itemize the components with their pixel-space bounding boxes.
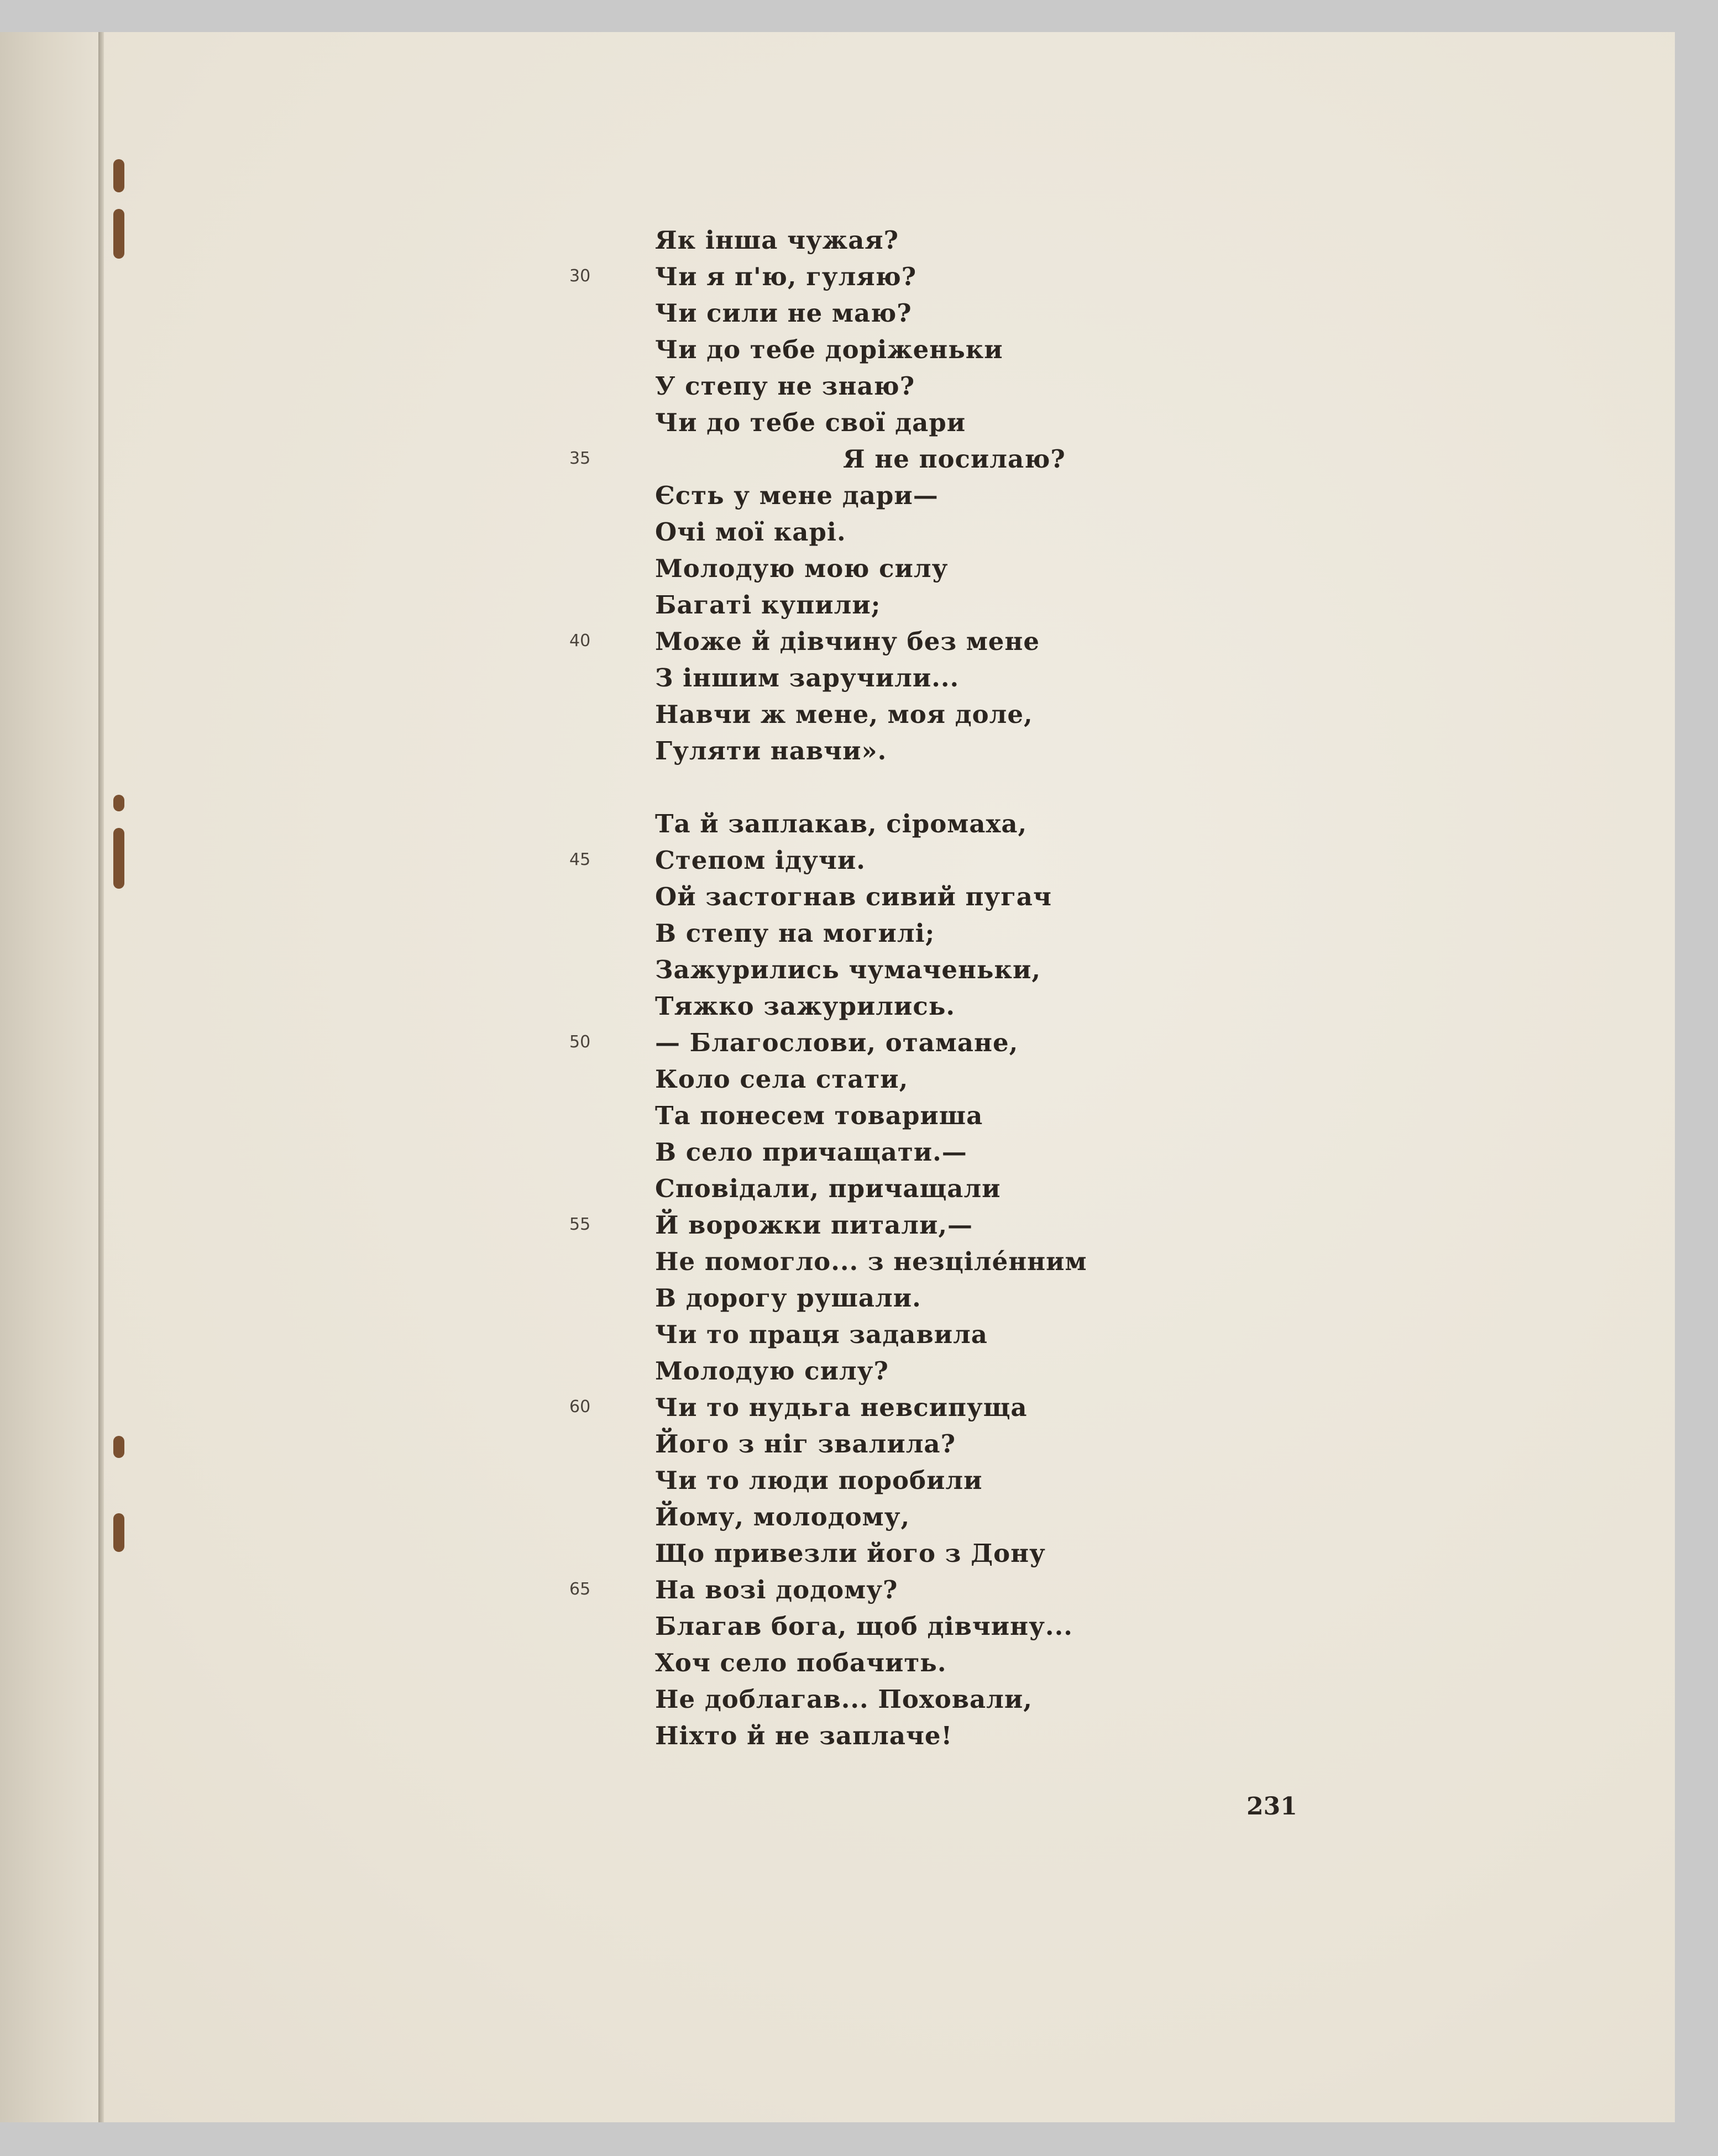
verse-line: Як інша чужая? <box>655 225 899 255</box>
verse-line: Коло села стати, <box>655 1064 909 1094</box>
verse-line: В степу на могилі; <box>655 919 935 948</box>
verse-line: Чи до тебе свої дари <box>655 408 966 437</box>
verse-line: Й ворожки питали,— <box>655 1210 973 1240</box>
verse-line: Молодую силу? <box>655 1356 889 1386</box>
verse-line: Очі мої карі. <box>655 517 846 547</box>
line-number: 30 <box>569 266 591 286</box>
verse-line: Не доблагав... Поховали, <box>655 1685 1033 1714</box>
verse-line: Зажурились чумаченьки, <box>655 955 1041 984</box>
verse-line: У степу не знаю? <box>655 371 915 401</box>
verse-line: Ой застогнав сивий пугач <box>655 882 1052 911</box>
verse-line: Єсть у мене дари— <box>655 481 939 510</box>
verse-line-indented: Я не посилаю? <box>843 444 1066 474</box>
verse-line: Та понесем товариша <box>655 1101 983 1130</box>
verse-line: Багаті купили; <box>655 590 881 620</box>
verse-line: Чи до тебе доріженьки <box>655 335 1003 364</box>
verse-line: Чи то люди поробили <box>655 1466 983 1495</box>
verse-line: Хоч село побачить. <box>655 1648 947 1677</box>
binding-stain <box>113 159 124 192</box>
verse-line: Чи я п'ю, гуляю? <box>655 262 917 291</box>
verse-line: В село причащати.— <box>655 1137 967 1167</box>
line-number: 40 <box>569 631 591 651</box>
verse-line: Може й дівчину без мене <box>655 627 1040 656</box>
verse-line: Його з ніг звалила? <box>655 1429 956 1459</box>
binding-stain <box>113 1513 124 1552</box>
verse-line: Степом ідучи. <box>655 846 866 875</box>
verse-line: Та й заплакав, сіромаха, <box>655 809 1028 838</box>
line-number: 65 <box>569 1580 591 1599</box>
line-number: 50 <box>569 1032 591 1052</box>
verse-line: Ніхто й не заплаче! <box>655 1721 953 1750</box>
page-number: 231 <box>1246 1792 1297 1821</box>
binding-stain <box>113 828 124 889</box>
verse-line: Чи то нудьга невсипуща <box>655 1393 1028 1422</box>
verse-line: — Благослови, отамане, <box>655 1028 1019 1057</box>
line-number: 55 <box>569 1215 591 1234</box>
verse-line: В дорогу рушали. <box>655 1283 921 1313</box>
verse-line: Сповідали, причащали <box>655 1174 1001 1203</box>
binding-stain <box>113 209 124 259</box>
verse-line: Тяжко зажурились. <box>655 992 956 1021</box>
page-fold <box>98 32 104 2122</box>
verse-line: Чи сили не маю? <box>655 298 912 328</box>
line-number: 60 <box>569 1397 591 1417</box>
binding-stain <box>113 1436 124 1458</box>
verse-line: З іншим заручили... <box>655 663 960 693</box>
binding-stain <box>113 795 124 811</box>
verse-line: Що привезли його з Дону <box>655 1539 1046 1568</box>
verse-line: Благав бога, щоб дівчину... <box>655 1612 1073 1641</box>
verse-line: Чи то праця задавила <box>655 1320 988 1349</box>
book-page <box>0 32 1675 2122</box>
verse-line: Не помогло... з незцілéнним <box>655 1247 1087 1276</box>
gutter-shadow <box>0 32 99 2122</box>
verse-line: Молодую мою силу <box>655 554 949 583</box>
line-number: 45 <box>569 850 591 869</box>
verse-line: На возі додому? <box>655 1575 898 1604</box>
verse-line: Гуляти навчи». <box>655 736 887 765</box>
line-number: 35 <box>569 449 591 468</box>
verse-line: Йому, молодому, <box>655 1502 910 1531</box>
verse-line: Навчи ж мене, моя доле, <box>655 700 1033 729</box>
